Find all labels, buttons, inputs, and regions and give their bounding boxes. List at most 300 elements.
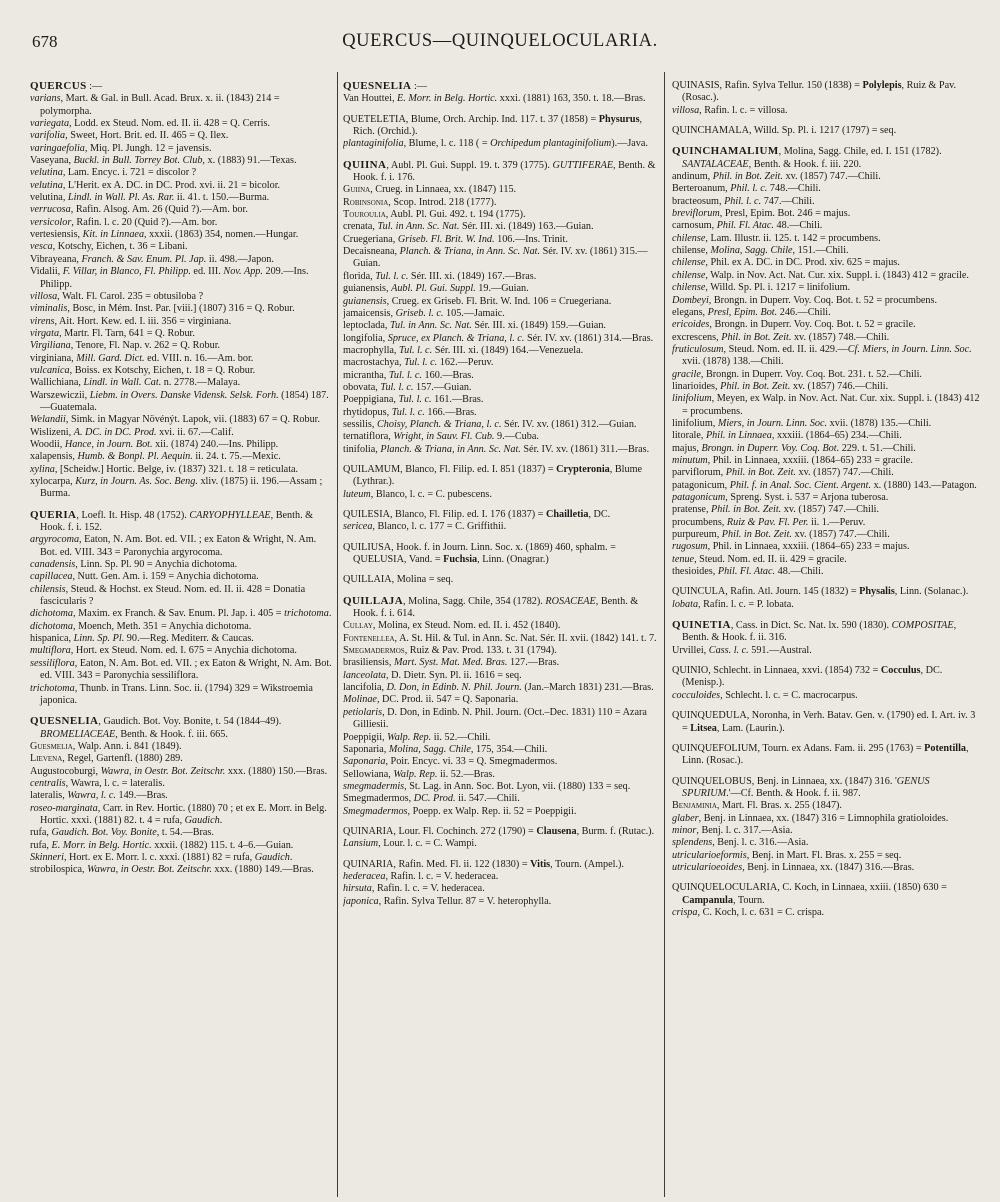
entry-text: Aubl. Pl. Gui. Suppl. xyxy=(391,283,476,295)
entry-text: Phil. in Bot. Zeit. xyxy=(721,529,792,541)
index-entry xyxy=(30,93,332,118)
entry-text: QUETELETIA, Blume, Orch. Archip. Ind. 117. t. 37 (1858) = xyxy=(343,113,599,125)
entry-text: Fuchsia xyxy=(443,554,478,566)
entry-text: Warszewiczii, xyxy=(30,389,90,401)
entry-text: leptoclada, xyxy=(343,320,390,332)
entry-text: GUTTIFERAE xyxy=(552,159,614,171)
entry-text: Guesmelia xyxy=(30,740,73,752)
entry-text: 48.—Chili. xyxy=(775,566,824,578)
index-entry xyxy=(672,369,981,381)
entry-text: Phil. in Bot. Zeit. xyxy=(712,171,783,183)
entry-text: purpureum, xyxy=(672,529,722,541)
entry-text: Cf. Miers, in Journ. Linn. Soc. xyxy=(847,343,972,355)
entry-text: Poeppigiana, xyxy=(343,394,399,406)
entry-text: Benjaminia xyxy=(672,800,717,812)
entry-text: , Gaudich. Bot. Voy. Bonite, t. 54 (1844–49). xyxy=(98,716,282,728)
entry-text: parviflorum, xyxy=(672,467,726,479)
index-entry xyxy=(30,353,332,365)
entry-text: , Linn. (Rosac.). xyxy=(682,742,969,767)
entry-text: , DC. xyxy=(588,509,611,520)
index-entry xyxy=(30,303,332,315)
index-entry xyxy=(672,393,981,418)
entry-text: , Rafin. l. c. = villosa. xyxy=(699,104,788,116)
entry-text: gracile xyxy=(672,368,701,380)
entry-text: strobilospica, xyxy=(30,864,88,876)
entry-text: verrucosa xyxy=(30,204,71,216)
entry-text: QUINCHAMALIUM xyxy=(672,145,779,158)
entry-text: velutina xyxy=(30,167,63,179)
entry-text: guianensis, xyxy=(343,283,392,295)
index-entry xyxy=(343,883,658,895)
entry-text: QUILIUSA, Hook. f. in Journ. Linn. Soc. x. (1869) 460, sphalm. = QUELUSIA, Vand. = xyxy=(343,541,616,566)
index-entry xyxy=(343,271,658,283)
entry-text: Presl, Epim. Bot. xyxy=(707,306,778,318)
index-entry xyxy=(343,357,658,369)
index-entry xyxy=(672,381,981,393)
entry-text: Wislizeni, xyxy=(30,426,74,438)
entry-text: Tul. l. c. xyxy=(388,369,422,381)
entry-text: ii. 41. t. 150.—Burma. xyxy=(174,192,270,204)
entry-text: , Benj. l. c. 317.—Asia. xyxy=(696,824,793,836)
entry-text: Griseb. Fl. Brit. W. Ind. xyxy=(397,233,495,245)
entry-text: , St. Lag. in Ann. Soc. Bot. Lyon, vii. (1880) 133 = seq. xyxy=(404,780,631,792)
entry-text: Phil. Fl. Atac. xyxy=(716,220,774,232)
entry-text: 149.—Bras. xyxy=(115,790,168,802)
entry-text: , Simk. in Magyar Növénýt. Lapok, vii. (1883) 67 = Q. Robur. xyxy=(65,414,321,426)
index-entry xyxy=(30,633,332,645)
entry-text: , Linn. Sp. Pl. 90 = Anychia dichotoma. xyxy=(75,559,238,571)
index-entry xyxy=(30,254,332,266)
entry-text: , Blanco, l. c. 177 = C. Griffithii. xyxy=(372,521,507,533)
index-entry xyxy=(343,246,658,271)
index-entry xyxy=(672,837,981,849)
entry-text: , Benth. & Hook. f. ii. 316. xyxy=(682,620,957,644)
entry-text: GENUS SPURIUM xyxy=(682,775,930,799)
index-entry xyxy=(30,840,332,852)
entry-text: Sér. III. xi. (1849) 159.—Guian. xyxy=(471,320,606,332)
entry-text: Chailletia xyxy=(545,509,589,520)
entry-text: ternatiflora, xyxy=(343,431,394,443)
entry-text: glaber xyxy=(672,812,699,824)
entry-text: , Nutt. Gen. Am. i. 159 = Anychia dichotoma. xyxy=(72,571,259,583)
entry-text: QUESNELIA xyxy=(343,80,412,92)
index-entry xyxy=(672,307,981,319)
entry-text: , Linn. (Onagrar.) xyxy=(477,554,549,566)
entry-text: , Phil. in Linnaea, xxxiii. (1864–65) 233 = majus. xyxy=(707,541,910,553)
entry-text: xv. (1857) 747.—Chili. xyxy=(781,504,880,516)
index-entry xyxy=(30,365,332,377)
index-entry xyxy=(672,850,981,862)
entry-text: , Willd. Sp. Pl. i. 1217 = linifolium. xyxy=(705,282,851,294)
entry-text: , Moench, Meth. 351 = Anychia dichotoma. xyxy=(73,620,252,632)
index-entry xyxy=(343,209,658,221)
entry-text: macrostachya, xyxy=(343,357,405,369)
entry-text: CARYOPHYLLEAE xyxy=(189,509,271,521)
entry-text: . xyxy=(219,814,223,826)
entry-text: Smegmadermos xyxy=(343,805,408,817)
entry-text: Cass. l. c. xyxy=(708,644,749,656)
entry-text: . xyxy=(328,608,332,620)
entry-text: , Rafin. l. c. 20 (Quid ?).—Am. bor. xyxy=(71,216,218,228)
entry-text: minor xyxy=(672,824,697,836)
entry-text: QUINASIS, Rafin. Sylva Tellur. 150 (1838) = xyxy=(672,80,863,91)
entry-text: varingaefolia xyxy=(30,142,85,154)
entry-text: , Brongn. in Duperr. Voy. Coq. Bot. t. 52 = procumbens. xyxy=(708,294,938,306)
index-entry xyxy=(343,670,658,682)
entry-text: Brongn. in Duperr. Voy. Coq. Bot. xyxy=(701,442,840,454)
index-entry xyxy=(30,864,332,876)
entry-text: longifolia, xyxy=(343,332,388,344)
entry-text: xvii. (1878) 135.—Chili. xyxy=(827,417,932,429)
entry-text: , Rafin. l. c. = P. lobata. xyxy=(698,598,794,610)
index-entry xyxy=(343,407,658,419)
entry-text: xv. (1857) 747.—Chili. xyxy=(791,529,890,541)
index-entry xyxy=(30,266,332,291)
entry-text: 48.—Chili. xyxy=(773,220,823,232)
entry-text: , C. Koch, l. c. 631 = C. crispa. xyxy=(697,906,825,918)
entry-text: Physalis xyxy=(859,586,895,598)
index-entry xyxy=(672,257,981,269)
entry-text: , L'Herit. ex A. DC. in DC. Prod. xvi. ii. 21 = bicolor. xyxy=(62,179,281,191)
entry-text: xylina xyxy=(30,463,55,475)
entry-text: QUESNELIA xyxy=(30,715,99,728)
index-entry xyxy=(343,756,658,768)
entry-text: , Blume, l. c. 118 ( = xyxy=(403,138,491,150)
entry-text: Sellowiana, xyxy=(343,768,394,780)
column-divider xyxy=(337,72,338,1197)
entry-text: , Maxim. ex Franch. & Sav. Enum. Pl. Jap. i. 405 = xyxy=(73,608,285,620)
entry-text: Phil. l. c. xyxy=(724,195,762,207)
entry-text: Decaisneana, xyxy=(343,246,400,258)
entry-text: , Lodd. ex Steud. Nom. ed. II. ii. 428 = Q. Cerris. xyxy=(69,118,271,130)
entry-text: D. Don, in Edinb. N. Phil. Journ. xyxy=(386,682,522,694)
entry-text: Tul. l. c. xyxy=(404,357,438,369)
entry-text: capillacea xyxy=(30,571,73,583)
entry-text: n. 2778.—Malaya. xyxy=(161,377,241,389)
entry-text: vertesiensis, xyxy=(30,229,83,241)
index-entry xyxy=(672,541,981,553)
entry-text: , Regel, Gartenfl. (1880) 289. xyxy=(62,753,183,765)
entry-text: lobata xyxy=(672,598,699,610)
entry-text: , D. Dietr. Syn. Pl. ii. 1616 = seq. xyxy=(386,669,522,681)
entry-text: majus, xyxy=(672,442,702,454)
index-entry xyxy=(30,852,332,864)
index-entry xyxy=(30,464,332,476)
entry-text: petiolaris xyxy=(343,706,383,718)
index-entry xyxy=(343,781,658,793)
index-entry xyxy=(672,517,981,529)
entry-text: , xxxiii. (1864–65) 234.—Chili. xyxy=(771,430,902,442)
entry-text: chilense xyxy=(672,269,706,281)
entry-text: fruticulosum xyxy=(672,343,724,355)
entry-text: virgata xyxy=(30,327,60,339)
entry-text: , Walt. Fl. Carol. 235 = obtusiloba ? xyxy=(57,290,204,302)
index-entry xyxy=(672,80,981,105)
entry-text: ii. 52.—Bras. xyxy=(437,768,495,780)
entry-text: Gaudich. Bot. Voy. Bonite xyxy=(51,827,157,839)
entry-text: Lindl. in Wall. Pl. As. Rar. xyxy=(67,192,175,204)
entry-text: Urvillei, xyxy=(672,644,709,656)
entry-text: , Rafin. Sylva Tellur. 87 = V. heterophylla. xyxy=(378,895,552,907)
index-entry xyxy=(30,715,332,741)
index-entry xyxy=(343,542,658,567)
entry-text: , Benj. in Mart. Fl. Bras. x. 255 = seq. xyxy=(746,849,902,861)
entry-text: , Crueg. ex Griseb. Fl. Brit. W. Ind. 106 = Cruegeriana. xyxy=(386,295,612,307)
index-entry xyxy=(343,308,658,320)
entry-text: Skinneri xyxy=(30,851,64,863)
entry-text: velutina, xyxy=(30,192,68,204)
entry-text: 160.—Bras. xyxy=(421,369,474,381)
entry-text: , Walp. in Nov. Act. Nat. Cur. xix. Suppl. i. (1843) 412 = gracile. xyxy=(705,269,969,281)
entry-text: Lansium xyxy=(343,838,379,850)
index-entry xyxy=(343,509,658,521)
entry-text: Vibrayeana, xyxy=(30,253,82,265)
entry-text: Phil. f. in Anal. Soc. Cient. Argent. xyxy=(729,479,872,491)
index-entry xyxy=(672,171,981,183)
entry-text: 591.—Austral. xyxy=(748,644,812,656)
index-entry xyxy=(672,208,981,220)
entry-text: xvi. ii. 67.—Calif. xyxy=(156,426,234,438)
entry-text: , Linn. (Solanac.). xyxy=(894,586,969,598)
entry-text: roseo-marginata xyxy=(30,802,98,814)
index-entry xyxy=(343,345,658,357)
entry-text: patagonicum, xyxy=(672,479,730,491)
entry-text: virginiana, xyxy=(30,352,77,364)
index-entry xyxy=(672,295,981,307)
index-entry xyxy=(672,344,981,369)
entry-text: Hance, in Journ. Bot. xyxy=(64,438,153,450)
index-entry xyxy=(30,118,332,130)
entry-text: obovata, xyxy=(343,381,381,393)
entry-text: Tul. in Ann. Sc. Nat. xyxy=(389,320,472,332)
entry-text: , Poir. Encyc. vi. 33 = Q. Smegmadermos. xyxy=(385,756,558,768)
entry-text: Litsea xyxy=(690,722,717,734)
entry-text: Kurz, in Journ. As. Soc. Beng. xyxy=(75,476,198,487)
entry-text: 106.—Ins. Trinit. xyxy=(494,233,568,245)
entry-text: smegmadermis xyxy=(343,780,405,792)
entry-text: xxxii. (1882) 115. t. 4–6.—Guian. xyxy=(151,839,294,851)
entry-text: micrantha, xyxy=(343,369,389,381)
index-entry xyxy=(343,138,658,150)
entry-text: , Benth. & Hook. f. i. 152. xyxy=(40,509,314,534)
entry-text: Sér. IV. xv. (1861) 315.—Guian. xyxy=(353,246,648,270)
entry-text: , Phil. in Linnaea, xxxiii. (1864–65) 233 = gracile. xyxy=(707,454,913,466)
entry-text: Potentilla xyxy=(924,742,967,754)
index-entry xyxy=(672,566,981,578)
index-entry xyxy=(672,710,981,735)
entry-text: ii. 498.—Japon. xyxy=(206,253,274,265)
index-entry xyxy=(30,316,332,328)
index-entry xyxy=(30,390,332,415)
entry-text: Molina, Sagg. Chile xyxy=(388,743,471,755)
entry-text: QUINQUEFOLIUM, Tourn. ex Adans. Fam. ii. 295 (1763) = xyxy=(672,742,925,754)
entry-text: Phil. in Bot. Zeit. xyxy=(721,331,792,343)
entry-text: , Walp. Ann. i. 841 (1849). xyxy=(72,740,182,752)
entry-text: ii. 1.—Peruv. xyxy=(808,516,866,528)
entry-text: rufa, xyxy=(30,827,52,839)
entry-text: 246.—Chili. xyxy=(777,306,831,318)
entry-text: , Eaton, N. Am. Bot. ed. VII. ; ex Eaton & Wright, N. Am. Bot. ed. VIII. 343 = Paronychia argyrocoma. xyxy=(40,534,317,558)
index-entry xyxy=(672,455,981,467)
entry-text: , Loefl. It. Hisp. 48 (1752). xyxy=(76,509,190,521)
entry-text: Cocculus xyxy=(880,665,921,677)
entry-text: hederacea xyxy=(343,870,386,882)
index-entry xyxy=(343,595,658,621)
index-entry xyxy=(672,282,981,294)
index-entry xyxy=(343,370,658,382)
entry-text: Wright, in Sauv. Fl. Cub. xyxy=(393,431,495,443)
entry-text: Smegmadermos xyxy=(343,645,405,657)
index-entry xyxy=(672,776,981,801)
entry-text: argyrocoma xyxy=(30,534,80,546)
index-entry xyxy=(30,608,332,620)
index-entry xyxy=(343,896,658,908)
index-entry xyxy=(343,444,658,456)
index-entry xyxy=(672,233,981,245)
index-entry xyxy=(30,217,332,229)
entry-text: E. Morr. in Belg. Hortic. xyxy=(51,839,152,851)
entry-text: , Blanco, l. c. = C. pubescens. xyxy=(370,488,492,500)
entry-text: , Ait. Hort. Kew. ed. I. iii. 356 = virginiana. xyxy=(54,315,232,327)
entry-text: , Schlecht. l. c. = C. macrocarpus. xyxy=(720,689,858,701)
entry-text: Physurus xyxy=(598,113,640,125)
entry-text: Wawra, in Oestr. Bot. Zeitschr. xyxy=(100,765,226,777)
entry-text: , Mart. Fl. Bras. x. 255 (1847). xyxy=(716,800,842,812)
entry-text: hispanica, xyxy=(30,633,74,645)
entry-text: QUINQUELOCULARIA, C. Koch, in Linnaea, xxiii. (1850) 630 = xyxy=(672,882,947,894)
entry-text: Humb. & Bonpl. Pl. Aequin. xyxy=(77,451,193,463)
entry-text: Welandii xyxy=(30,414,66,426)
entry-text: centralis xyxy=(30,777,66,789)
index-entry xyxy=(672,882,981,907)
entry-text: tinifolia, xyxy=(343,443,381,455)
entry-text: ROSACEAE xyxy=(545,595,596,607)
entry-text: E. Morr. in Belg. Hortic. xyxy=(397,93,498,105)
index-entry xyxy=(30,143,332,155)
index-entry xyxy=(672,907,981,919)
entry-text: 166.—Bras. xyxy=(424,406,477,418)
entry-text: canadensis xyxy=(30,559,76,571)
entry-text: , A. St. Hil. & Tul. in Ann. Sc. Nat. Sér. II. xvii. (1842) 141. t. 7. xyxy=(394,632,657,644)
index-entry xyxy=(30,130,332,142)
index-entry xyxy=(343,283,658,295)
entry-text: 748.—Chili. xyxy=(767,183,821,195)
entry-text: rhytidopus, xyxy=(343,406,392,418)
entry-text: , Steud. Nom. ed. II. ii. 429.— xyxy=(723,343,848,355)
entry-text: bracteosum, xyxy=(672,195,725,207)
entry-text: , Rafin. Alsog. Am. 26 (Quid ?).—Am. bor. xyxy=(70,204,248,216)
page-number: 678 xyxy=(32,32,58,51)
entry-text: trichotoma xyxy=(30,682,75,694)
entry-text: trichotoma xyxy=(284,608,329,620)
index-entry xyxy=(30,439,332,451)
entry-text: , D. Don, in Edinb. N. Phil. Journ. (Oct.–Dec. 1831) 110 = Azara Gilliesii. xyxy=(353,706,647,731)
index-entry xyxy=(672,554,981,566)
entry-text: Touroulia xyxy=(343,209,386,221)
entry-text: Phil. in Bot. Zeit. xyxy=(725,467,796,479)
entry-text: florida, xyxy=(343,270,376,282)
entry-text: sericea xyxy=(343,521,373,533)
index-entry xyxy=(343,633,658,645)
index-entry xyxy=(672,586,981,598)
entry-text: Sér. IV. xv. (1861) 314.—Bras. xyxy=(524,332,654,344)
index-entry xyxy=(672,800,981,812)
index-entry xyxy=(30,192,332,204)
index-entry xyxy=(343,574,658,586)
entry-text: Cullay xyxy=(343,620,373,632)
entry-text: 105.—Jamaic. xyxy=(443,307,505,319)
entry-text: , DC. Prod. ii. 547 = Q. Saponaria. xyxy=(376,694,519,706)
entry-text: QUINETIA xyxy=(672,619,731,632)
index-entry xyxy=(30,571,332,583)
entry-text: rufa, xyxy=(30,839,52,851)
entry-text: crenata, xyxy=(343,221,378,233)
index-entry xyxy=(343,333,658,345)
entry-text: luteum xyxy=(343,488,371,500)
entry-text: Gaudich xyxy=(184,814,220,826)
entry-text: utricularioeoides xyxy=(672,861,743,873)
entry-text: ericoides xyxy=(672,319,710,331)
entry-text: chilense, xyxy=(672,245,711,257)
entry-text: vulcanica xyxy=(30,364,70,376)
entry-text: xxxi. (1881) 163, 350. t. 18.—Bras. xyxy=(497,93,646,105)
index-entry xyxy=(30,476,332,501)
entry-text: , Aubl. Pl. Gui. 492. t. 194 (1775). xyxy=(385,209,526,221)
index-entry xyxy=(672,480,981,492)
index-entry xyxy=(30,229,332,241)
index-entry xyxy=(672,270,981,282)
entry-text: 90.—Reg. Mediterr. & Caucas. xyxy=(124,633,254,645)
entry-text: Walp. Rep. xyxy=(393,768,438,780)
entry-text: , Benth. & Hook. f. iii. 220. xyxy=(748,158,862,170)
index-entry xyxy=(343,732,658,744)
index-entry xyxy=(343,394,658,406)
entry-text: Sér. III. xi. (1849) 164.—Venezuela. xyxy=(432,344,584,356)
index-entry xyxy=(343,464,658,489)
entry-text: Dombeyi xyxy=(672,294,709,306)
entry-text: Wallichiana, xyxy=(30,377,84,389)
entry-text: , Benj. in Linnaea, xx. (1847) 316.—Bras. xyxy=(742,861,915,873)
entry-text: , Hort. ex Steud. Nom. ed. I. 675 = Anychia dichotoma. xyxy=(70,645,297,657)
entry-text: , Benth. & Hook. f. i. 614. xyxy=(353,595,639,620)
entry-text: splendens xyxy=(672,837,713,849)
entry-text: utricularioeformis xyxy=(672,849,747,861)
entry-text: chilense xyxy=(672,232,706,244)
entry-text: Mart. Syst. Mat. Med. Bras. xyxy=(393,657,508,669)
entry-text: , Blume (Lythrar.). xyxy=(353,463,643,488)
entry-text: minutum xyxy=(672,454,708,466)
entry-text: Sér. IV. xv. (1861) 311.—Bras. xyxy=(520,443,650,455)
entry-text: , DC. (Menisp.). xyxy=(682,665,943,689)
entry-text: japonica xyxy=(343,895,379,907)
entry-text: 747.—Chili. xyxy=(761,195,815,207)
index-entry xyxy=(343,645,658,657)
entry-text: brasiliensis, xyxy=(343,657,394,669)
entry-text: 19.—Guian. xyxy=(475,283,529,295)
index-entry xyxy=(343,159,658,185)
entry-text: QUINQUEDULA, Noronha, in Verh. Batav. Gen. v. (1790) ed. I. Art. iv. 3 = xyxy=(672,710,976,734)
entry-text: dichotoma xyxy=(30,608,74,620)
index-entry xyxy=(672,492,981,504)
entry-text: Vitis xyxy=(530,858,551,870)
entry-text: Tul. l. c. xyxy=(375,270,409,282)
entry-text: xliv. (1875) ii. 196.—Assam ; Burma. xyxy=(40,476,323,500)
index-entry xyxy=(672,443,981,455)
entry-text: Saponaria, xyxy=(343,743,389,755)
entry-text: , Lam. Illustr. ii. 125. t. 142 = procumbens. xyxy=(705,232,881,244)
entry-text: , Rich. (Orchid.). xyxy=(353,113,643,138)
entry-text: , Ruiz & Pav. Prod. 133. t. 31 (1794). xyxy=(404,645,557,657)
